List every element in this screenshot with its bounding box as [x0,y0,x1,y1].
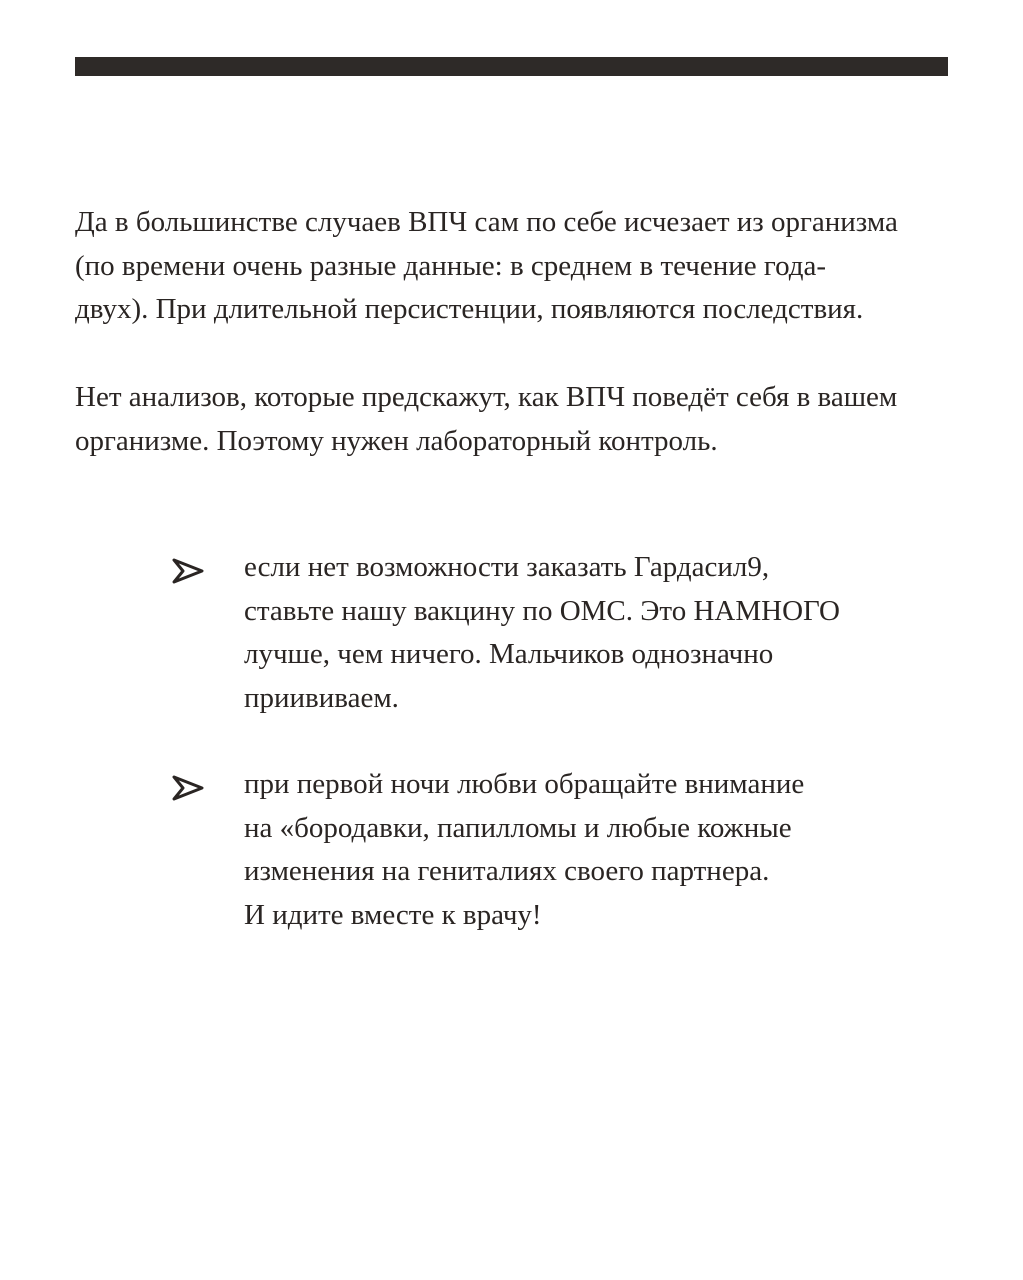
top-divider-bar [75,57,948,76]
paragraph-hpv-clearance: Да в большинстве случаев ВПЧ сам по себе исчезает из организма (по времени очень разные данные: в среднем в течение года- двух). При длительной персистенции, появляются последствия. [75,206,898,325]
arrow-icon [172,558,204,584]
paragraph-lab-control: Нет анализов, которые предскажут, как ВПЧ поведёт себя в вашем организме. Поэтому нужен лабораторный контроль. [75,381,898,457]
arrow-icon [172,775,204,801]
list-item-text: при первой ночи любви обращайте внимание на «бородавки, папилломы и любые кожные изменения на гениталиях своего партнера. И идите вместе к врачу! [244,768,805,931]
list-item-text: если нет возможности заказать Гардасил9, ставьте нашу вакцину по ОМС. Это НАМНОГО лучше, чем ничего. Мальчиков однозначно приививаем. [244,551,841,714]
